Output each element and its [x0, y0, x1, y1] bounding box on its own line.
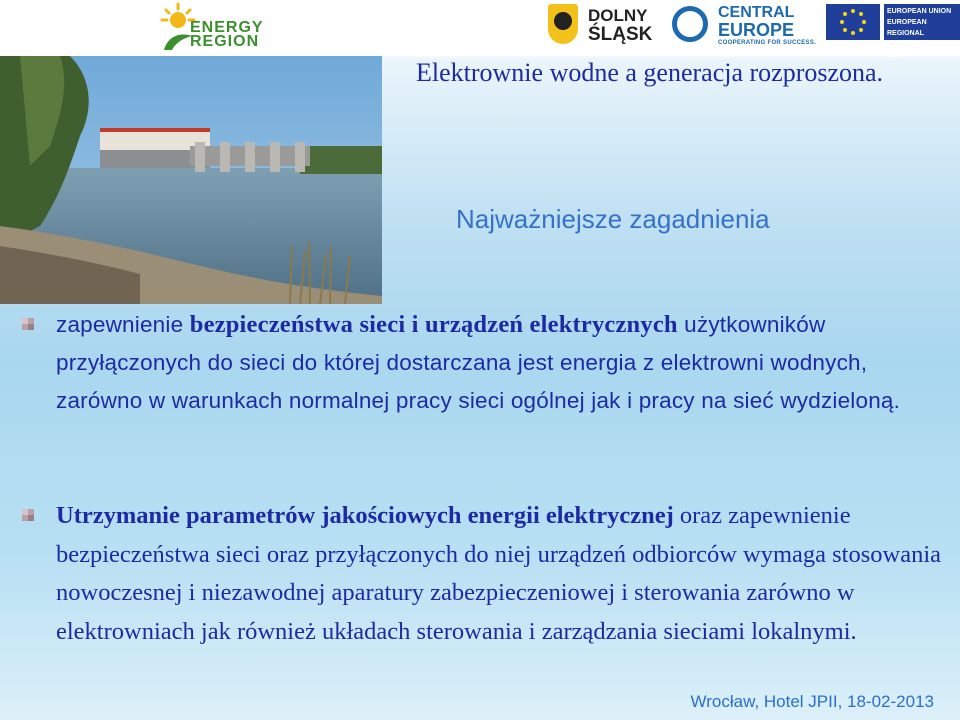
hydro-plant-photo [0, 56, 382, 304]
dolny-slask-logo [548, 4, 666, 50]
bullet-icon [22, 509, 34, 521]
bullet-paragraph-1 [56, 306, 946, 420]
bullet1-bold: bezpieczeństwa sieci i urządzeń elektrycznych [189, 311, 678, 338]
eu-line2: EUROPEAN REGIONAL [887, 19, 927, 37]
bullet1-prefix: zapewnienie [56, 312, 190, 337]
europe-text: EUROPE [718, 20, 795, 40]
footer-location-date: Wrocław, Hotel JPII, 18-02-2013 [690, 692, 934, 711]
slide-subtitle: Najważniejsze zagadnienia [456, 204, 770, 234]
eagle-crest-icon [548, 4, 578, 44]
eu-fund-logo [826, 4, 960, 59]
eu-line1: EUROPEAN UNION [887, 8, 952, 15]
energy-region-logo [160, 2, 278, 52]
bullet1-rest: użytkowników przyłączonych do sieci do której dostarczana jest energia z elektrowni wodnych, zarówno w warunkach normalnej pracy sieci ogólnej jak i pracy na sieć wydzieloną. [56, 312, 901, 413]
energy-text: ENERGY [190, 19, 264, 36]
bullet2-rest: oraz zapewnienie bezpieczeństwa sieci oraz przyłączonych do niej urządzeń odbiorców wymaga stosowania nowoczesnej i niezawodnej aparatury zabezpieczeniowej i sterowania zarówno w elektrowniach jak również układach sterowania i zarządzania sieciami lokalnymi. [56, 502, 942, 645]
bullet-icon [22, 318, 34, 330]
eu-flag-icon [826, 4, 880, 40]
logo-bar [0, 0, 960, 59]
central-europe-logo [668, 2, 818, 52]
ring-icon [672, 6, 708, 42]
slide-title: Elektrownie wodne a generacja rozproszona. [416, 58, 884, 87]
hydro-plant-image [0, 56, 382, 304]
central-text: CENTRAL [718, 4, 795, 21]
slask-text: ŚLĄSK [588, 24, 653, 45]
eu-fund-text [884, 4, 960, 59]
tagline-text: COOPERATING FOR SUCCESS. [718, 40, 817, 46]
dolny-text: DOLNY [588, 6, 648, 25]
bullet2-bold: Utrzymanie parametrów jakościowych energii elektrycznej [56, 502, 674, 529]
region-text: REGION [190, 33, 260, 50]
bullet-paragraph-2 [56, 497, 946, 651]
eu-line3: DEVELOPMENT FUND [887, 41, 941, 59]
